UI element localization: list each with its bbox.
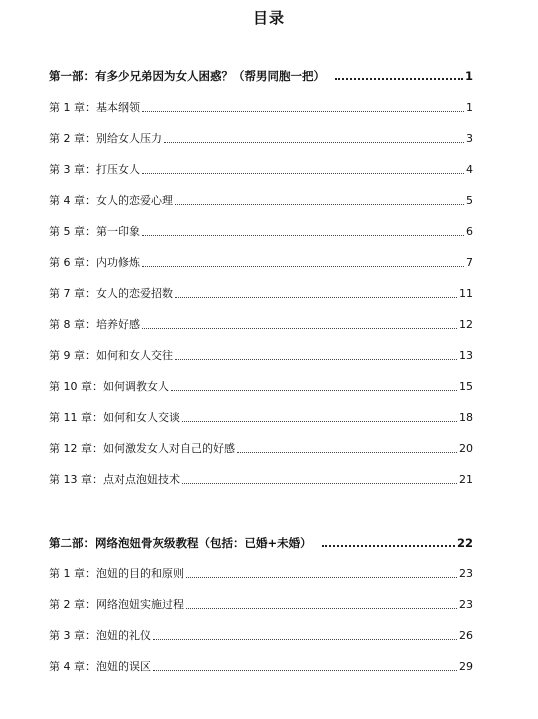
dot-leader bbox=[186, 607, 457, 609]
toc-page-number: 13 bbox=[459, 349, 473, 362]
toc-entry-chapter[interactable] bbox=[49, 660, 473, 674]
toc-label: 第 2 章：网络泡妞实施过程 bbox=[49, 598, 184, 611]
dot-leader bbox=[175, 203, 464, 205]
dot-leader bbox=[322, 544, 455, 547]
toc-entry-chapter[interactable] bbox=[49, 411, 473, 425]
toc-page-number: 4 bbox=[466, 163, 473, 176]
toc-page-number: 6 bbox=[466, 225, 473, 238]
toc-entry-part-1[interactable] bbox=[49, 69, 473, 83]
toc-label: 第 7 章：女人的恋爱招数 bbox=[49, 287, 173, 300]
toc-entry-chapter[interactable] bbox=[49, 287, 473, 301]
dot-leader bbox=[142, 327, 457, 329]
toc-entry-chapter[interactable] bbox=[49, 349, 473, 363]
dot-leader bbox=[164, 141, 464, 143]
toc-page-number: 23 bbox=[459, 598, 473, 611]
dot-leader bbox=[171, 389, 457, 391]
toc-label: 第 3 章：泡妞的礼仪 bbox=[49, 629, 151, 642]
toc-label: 第 5 章：第一印象 bbox=[49, 225, 140, 238]
dot-leader bbox=[335, 77, 463, 80]
toc-label: 第 13 章：点对点泡妞技术 bbox=[49, 473, 180, 486]
toc-page-number: 23 bbox=[459, 567, 473, 580]
toc-label: 第一部：有多少兄弟因为女人困惑？（帮男同胞一把） bbox=[49, 69, 325, 83]
toc-page-number: 12 bbox=[459, 318, 473, 331]
dot-leader bbox=[175, 296, 457, 298]
toc-page-number: 11 bbox=[459, 287, 473, 300]
toc-entry-part-2[interactable] bbox=[49, 536, 473, 550]
toc-label: 第 1 章：基本纲领 bbox=[49, 101, 140, 114]
toc-label: 第 2 章：别给女人压力 bbox=[49, 132, 162, 145]
toc-entry-chapter[interactable] bbox=[49, 567, 473, 581]
dot-leader bbox=[175, 358, 457, 360]
toc-entry-chapter[interactable] bbox=[49, 318, 473, 332]
dot-leader bbox=[237, 451, 457, 453]
toc-entry-chapter[interactable] bbox=[49, 101, 473, 115]
toc-page-number: 29 bbox=[459, 660, 473, 673]
toc-label: 第 4 章：女人的恋爱心理 bbox=[49, 194, 173, 207]
dot-leader bbox=[142, 110, 464, 112]
toc-page-number: 20 bbox=[459, 442, 473, 455]
dot-leader bbox=[153, 669, 457, 671]
dot-leader bbox=[182, 420, 457, 422]
toc-label: 第 3 章：打压女人 bbox=[49, 163, 140, 176]
page-title: 目录 bbox=[252, 9, 285, 27]
toc-page-number: 22 bbox=[456, 536, 473, 550]
toc-entry-chapter[interactable] bbox=[49, 256, 473, 270]
toc-page-number: 3 bbox=[466, 132, 473, 145]
toc-entry-chapter[interactable] bbox=[49, 163, 473, 177]
toc-label: 第 12 章：如何激发女人对自己的好感 bbox=[49, 442, 235, 455]
toc-entry-chapter[interactable] bbox=[49, 598, 473, 612]
toc-page-number: 1 bbox=[466, 101, 473, 114]
toc-page-number: 21 bbox=[459, 473, 473, 486]
toc-entry-chapter[interactable] bbox=[49, 380, 473, 394]
dot-leader bbox=[142, 265, 464, 267]
toc-label: 第 10 章：如何调教女人 bbox=[49, 380, 169, 393]
dot-leader bbox=[182, 482, 457, 484]
toc-page-number: 1 bbox=[464, 69, 473, 83]
toc-label: 第 9 章：如何和女人交往 bbox=[49, 349, 173, 362]
toc-page-number: 26 bbox=[459, 629, 473, 642]
toc-entry-chapter[interactable] bbox=[49, 442, 473, 456]
toc-entry-chapter[interactable] bbox=[49, 629, 473, 643]
dot-leader bbox=[142, 234, 464, 236]
toc-page-number: 7 bbox=[466, 256, 473, 269]
toc-entry-chapter[interactable] bbox=[49, 225, 473, 239]
toc-page-number: 15 bbox=[459, 380, 473, 393]
toc-label: 第二部：网络泡妞骨灰级教程（包括：已婚+未婚） bbox=[49, 536, 312, 550]
toc-label: 第 1 章：泡妞的目的和原则 bbox=[49, 567, 184, 580]
toc-page-number: 5 bbox=[466, 194, 473, 207]
toc-entry-chapter[interactable] bbox=[49, 132, 473, 146]
toc-label: 第 4 章：泡妞的误区 bbox=[49, 660, 151, 673]
toc-label: 第 11 章：如何和女人交谈 bbox=[49, 411, 180, 424]
dot-leader bbox=[186, 576, 457, 578]
dot-leader bbox=[142, 172, 464, 174]
toc-label: 第 8 章：培养好感 bbox=[49, 318, 140, 331]
dot-leader bbox=[153, 638, 457, 640]
toc-entry-chapter[interactable] bbox=[49, 473, 473, 487]
toc-page-number: 18 bbox=[459, 411, 473, 424]
toc-label: 第 6 章：内功修炼 bbox=[49, 256, 140, 269]
toc-entry-chapter[interactable] bbox=[49, 194, 473, 208]
